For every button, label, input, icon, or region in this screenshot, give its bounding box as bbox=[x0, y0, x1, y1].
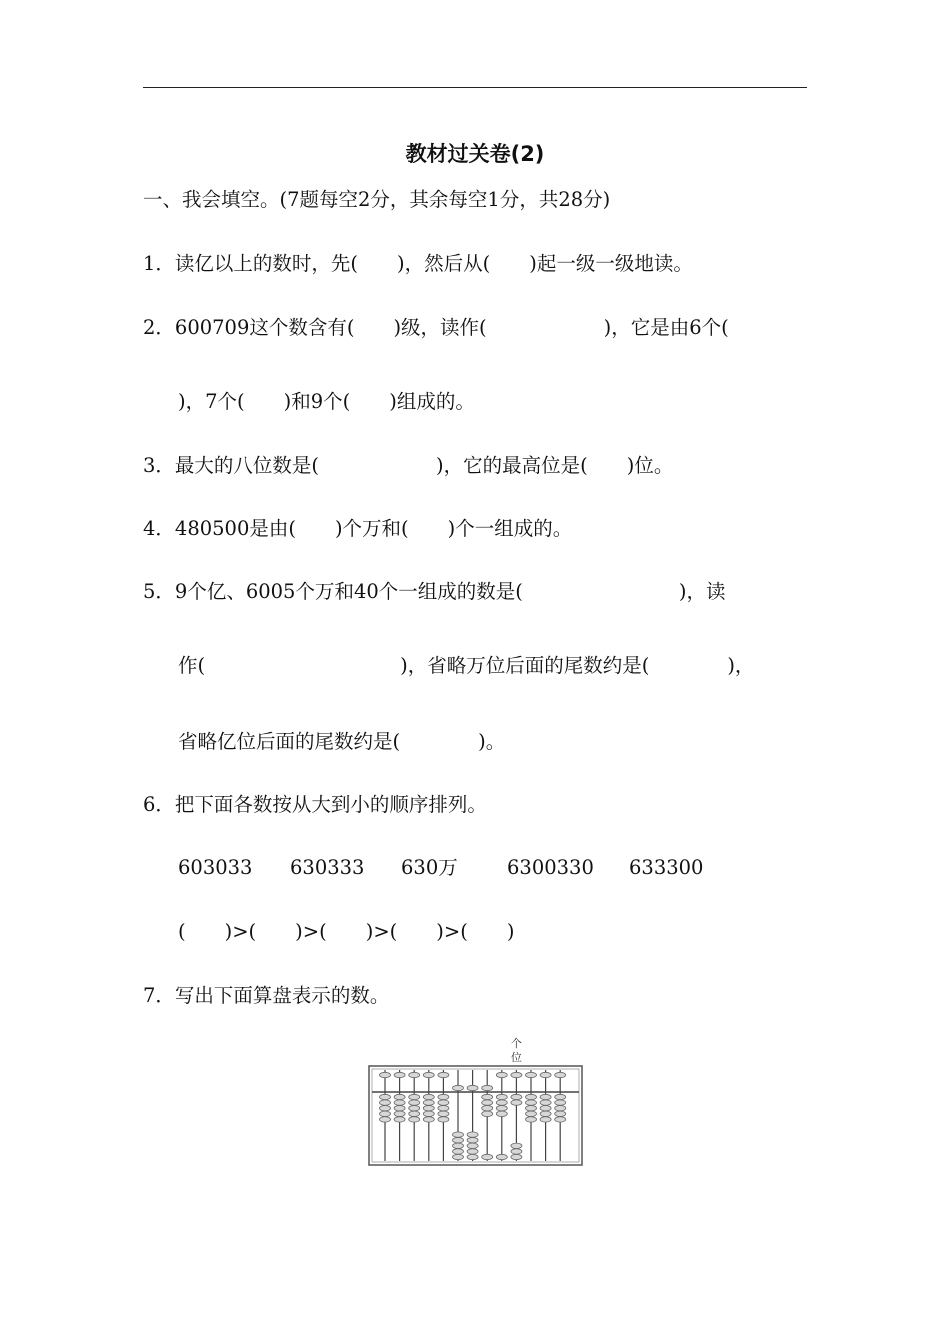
question-2-line-2: )，7个( )和9个( )组成的。 bbox=[178, 390, 475, 413]
abacus-lower-bead-active bbox=[540, 1100, 551, 1105]
abacus-lower-bead-active bbox=[555, 1094, 566, 1099]
abacus-upper-bead bbox=[482, 1085, 493, 1090]
abacus-lower-bead-active bbox=[409, 1117, 420, 1122]
abacus-lower-bead bbox=[453, 1149, 464, 1154]
abacus-lower-bead-active bbox=[423, 1117, 434, 1122]
abacus-lower-bead-active bbox=[394, 1094, 405, 1099]
abacus-lower-bead-active bbox=[482, 1094, 493, 1099]
abacus-lower-bead-active bbox=[540, 1106, 551, 1111]
abacus-lower-bead-active bbox=[423, 1100, 434, 1105]
abacus-lower-bead-active bbox=[380, 1100, 391, 1105]
question-2-line-1: 2．600709这个数含有( )级，读作( )，它是由6个( bbox=[143, 316, 729, 339]
abacus-lower-bead-active bbox=[511, 1100, 522, 1105]
abacus-lower-bead bbox=[453, 1138, 464, 1143]
question-1: 1．读亿以上的数时，先( )，然后从( )起一级一级地读。 bbox=[143, 252, 693, 275]
abacus-lower-bead bbox=[482, 1154, 493, 1159]
abacus-upper-bead bbox=[453, 1085, 464, 1090]
abacus-lower-bead-active bbox=[423, 1094, 434, 1099]
abacus-lower-bead-active bbox=[409, 1111, 420, 1116]
abacus-lower-bead bbox=[511, 1149, 522, 1154]
abacus-lower-bead-active bbox=[394, 1117, 405, 1122]
abacus-lower-bead-active bbox=[394, 1111, 405, 1116]
abacus-lower-bead-active bbox=[423, 1111, 434, 1116]
question-5-line-1: 5．9个亿、6005个万和40个一组成的数是( )，读 bbox=[143, 580, 726, 603]
abacus-lower-bead-active bbox=[555, 1111, 566, 1116]
abacus-lower-bead-active bbox=[438, 1111, 449, 1116]
abacus-lower-bead-active bbox=[438, 1106, 449, 1111]
abacus-lower-bead-active bbox=[380, 1117, 391, 1122]
abacus-lower-bead bbox=[467, 1154, 478, 1159]
abacus-lower-bead-active bbox=[555, 1106, 566, 1111]
question-5-line-3: 省略亿位后面的尾数约是( )。 bbox=[178, 730, 506, 753]
abacus-lower-bead-active bbox=[540, 1111, 551, 1116]
q6-number: 630万 bbox=[401, 856, 458, 879]
page-title: 教材过关卷(2) bbox=[405, 142, 545, 166]
abacus-lower-bead bbox=[453, 1143, 464, 1148]
abacus-label-top: 个 bbox=[510, 1037, 522, 1050]
q6-number: 6300330 bbox=[507, 856, 594, 879]
abacus-lower-bead-active bbox=[380, 1106, 391, 1111]
abacus-lower-bead bbox=[511, 1154, 522, 1159]
abacus-lower-bead-active bbox=[438, 1117, 449, 1122]
abacus-lower-bead-active bbox=[409, 1094, 420, 1099]
abacus-lower-bead-active bbox=[380, 1111, 391, 1116]
abacus-upper-bead bbox=[380, 1072, 391, 1077]
q6-number: 603033 bbox=[178, 856, 253, 879]
abacus-lower-bead-active bbox=[540, 1094, 551, 1099]
abacus-lower-bead-active bbox=[496, 1094, 507, 1099]
abacus-upper-bead bbox=[555, 1072, 566, 1077]
question-6: 6．把下面各数按从大到小的顺序排列。 bbox=[143, 793, 487, 816]
question-7: 7．写出下面算盘表示的数。 bbox=[143, 984, 390, 1007]
abacus-lower-bead bbox=[467, 1138, 478, 1143]
abacus-lower-bead-active bbox=[526, 1117, 537, 1122]
abacus-upper-bead bbox=[496, 1072, 507, 1077]
abacus-lower-bead-active bbox=[555, 1117, 566, 1122]
abacus-lower-bead-active bbox=[496, 1111, 507, 1116]
abacus-lower-bead bbox=[467, 1149, 478, 1154]
abacus-lower-bead-active bbox=[438, 1100, 449, 1105]
abacus-upper-bead bbox=[409, 1072, 420, 1077]
abacus-lower-bead-active bbox=[394, 1106, 405, 1111]
abacus-lower-bead-active bbox=[409, 1100, 420, 1105]
section-heading: 一、我会填空。(7题每空2分，其余每空1分，共28分) bbox=[143, 188, 611, 211]
abacus-lower-bead-active bbox=[511, 1094, 522, 1099]
abacus-lower-bead bbox=[453, 1154, 464, 1159]
q6-number: 630333 bbox=[290, 856, 365, 879]
abacus-figure bbox=[368, 1036, 584, 1168]
abacus-lower-bead-active bbox=[482, 1100, 493, 1105]
abacus-upper-bead bbox=[526, 1072, 537, 1077]
question-5-line-2: 作( )，省略万位后面的尾数约是( )， bbox=[178, 654, 755, 677]
abacus-lower-bead bbox=[467, 1143, 478, 1148]
abacus-lower-bead-active bbox=[496, 1100, 507, 1105]
abacus-lower-bead-active bbox=[526, 1100, 537, 1105]
abacus-lower-bead-active bbox=[540, 1117, 551, 1122]
question-4: 4．480500是由( )个万和( )个一组成的。 bbox=[143, 517, 573, 540]
abacus-lower-bead-active bbox=[482, 1106, 493, 1111]
abacus-lower-bead-active bbox=[526, 1111, 537, 1116]
abacus-lower-bead bbox=[453, 1132, 464, 1137]
abacus-lower-bead-active bbox=[438, 1094, 449, 1099]
abacus-upper-bead bbox=[394, 1072, 405, 1077]
abacus-upper-bead bbox=[423, 1072, 434, 1077]
abacus-lower-bead-active bbox=[526, 1094, 537, 1099]
abacus-lower-bead-active bbox=[496, 1106, 507, 1111]
abacus-lower-bead-active bbox=[482, 1111, 493, 1116]
abacus-lower-bead-active bbox=[380, 1094, 391, 1099]
abacus-lower-bead bbox=[467, 1132, 478, 1137]
abacus-upper-bead bbox=[511, 1072, 522, 1077]
abacus-upper-bead bbox=[540, 1072, 551, 1077]
question-3: 3．最大的八位数是( )，它的最高位是( )位。 bbox=[143, 454, 674, 477]
abacus-lower-bead-active bbox=[394, 1100, 405, 1105]
abacus-lower-bead-active bbox=[423, 1106, 434, 1111]
abacus-lower-bead-active bbox=[555, 1100, 566, 1105]
q6-number: 633300 bbox=[629, 856, 704, 879]
abacus-upper-bead bbox=[467, 1085, 478, 1090]
abacus-lower-bead-active bbox=[526, 1106, 537, 1111]
q6-order-blanks: ( )>( )>( )>( )>( ) bbox=[178, 920, 515, 943]
abacus-lower-bead-active bbox=[409, 1106, 420, 1111]
abacus-upper-bead bbox=[438, 1072, 449, 1077]
abacus-lower-bead bbox=[496, 1154, 507, 1159]
abacus-lower-bead bbox=[511, 1143, 522, 1148]
header-rule bbox=[143, 87, 807, 88]
abacus-label-bottom: 位 bbox=[510, 1051, 522, 1064]
